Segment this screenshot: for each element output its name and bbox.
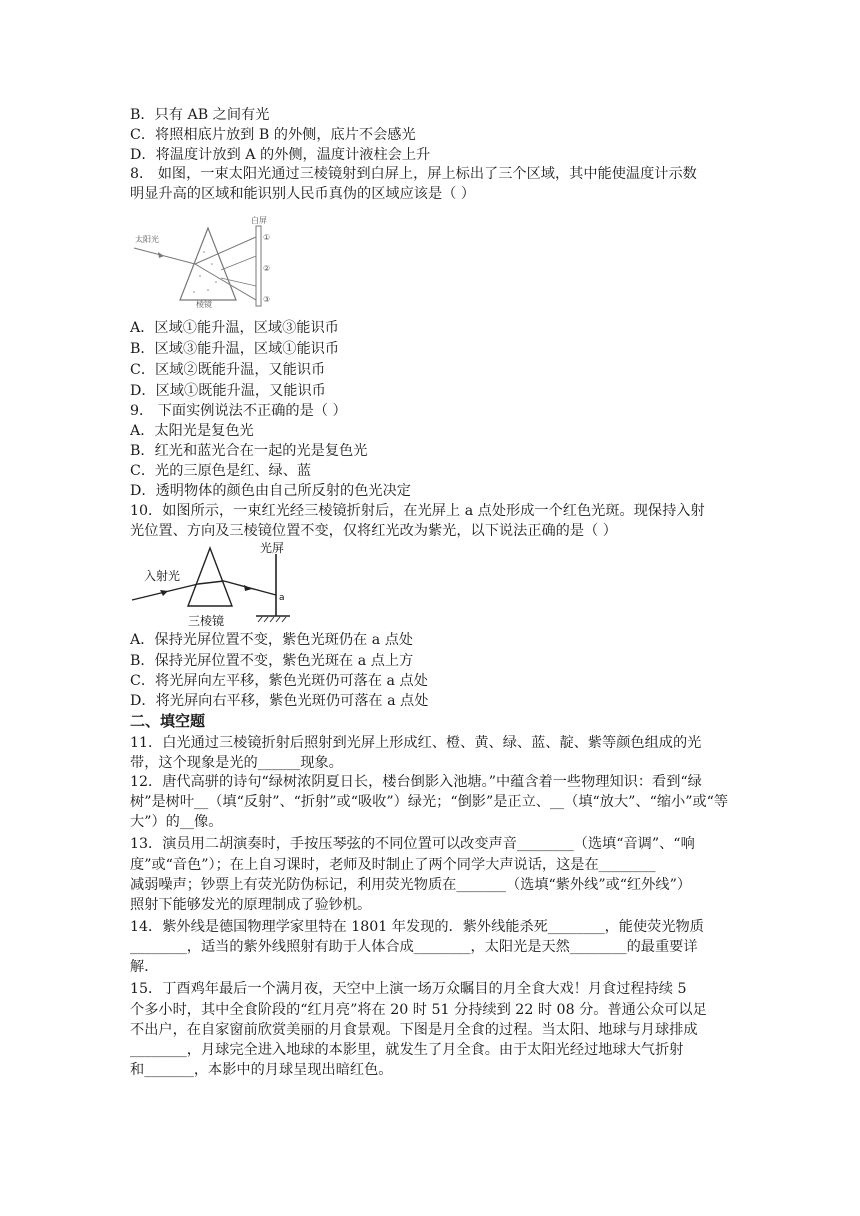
q9-option-c: C．光的三原色是红、绿、蓝 xyxy=(130,463,312,479)
q13-line1: 13．演员用二胡演奏时，手按压琴弦的不同位置可以改变声音________（选填“音调”、“响 xyxy=(130,836,695,852)
q8-option-b: B．区域③能升温，区域①能识币 xyxy=(130,341,340,357)
q15-line4: ________，月球完全进入地球的本影里，就发生了月全食。由于太阳光经过地球大气折射 xyxy=(130,1042,684,1058)
q7-option-d: D．将温度计放到 A 的外侧，温度计液柱会上升 xyxy=(130,147,431,163)
q9-stem: 9． 下面实例说法不正确的是（ ） xyxy=(130,403,347,419)
q10-stem-line1: 10．如图所示，一束红光经三棱镜折射后，在光屏上 a 点处形成一个红色光斑。现保持入射 xyxy=(130,503,705,519)
q13-line2: 度”或“音色”）；在上自习课时，老师及时制止了两个同学大声说话，这是在________ xyxy=(130,857,656,873)
q15-line2: 个多小时，其中全食阶段的“红月亮”将在 20 时 51 分持续到 22 时 08 分。普通公众可以足 xyxy=(130,1002,707,1018)
q11-line2: 带，这个现象是光的______现象。 xyxy=(130,755,343,771)
q15-line3: 不出户，在自家窗前欣赏美丽的月食景观。下图是月全食的过程。当太阳、地球与月球排成 xyxy=(130,1022,698,1038)
region-1-label: ① xyxy=(263,233,271,242)
q12-line3: 大”）的__像。 xyxy=(130,814,223,830)
q15-line5: 和_______，本影中的月球呈现出暗红色。 xyxy=(130,1062,393,1078)
region-2-label: ② xyxy=(263,264,271,273)
q9-option-a: A．太阳光是复色光 xyxy=(130,423,254,439)
region-3-label: ③ xyxy=(263,295,271,304)
white-screen xyxy=(256,226,261,306)
prism-white-screen-figure xyxy=(130,212,280,308)
prism-shape xyxy=(188,548,232,606)
q7-option-b: B．只有 AB 之间有光 xyxy=(130,107,270,123)
q8-stem-line2: 明显升高的区域和能识别人民币真伪的区域应该是（ ） xyxy=(130,186,476,202)
q7-option-c: C．将照相底片放到 B 的外侧，底片不会感光 xyxy=(130,127,416,143)
q14-line3: 解． xyxy=(130,959,159,975)
q8-option-d: D．区域①既能升温，又能识币 xyxy=(130,383,326,399)
q12-line2: 树”是树叶__（填“反射”、“折射”或“吸收”）绿光；“倒影”是正立、__（填“放大”、“缩小”或“等 xyxy=(130,794,729,810)
q8-option-c: C．区域②既能升温，又能识币 xyxy=(130,362,326,378)
q9-option-b: B．红光和蓝光合在一起的光是复色光 xyxy=(130,443,368,459)
q10-option-c: C．将光屏向左平移，紫色光斑仍可落在 a 点处 xyxy=(130,673,428,689)
prism-label: 棱镜 xyxy=(196,300,212,308)
sunlight-ray xyxy=(134,248,195,264)
incident-light-label: 入射光 xyxy=(144,569,181,583)
q12-line1: 12．唐代高骈的诗句“绿树浓阴夏日长，楼台倒影入池塘。”中蕴含着一些物理知识：看到“绿 xyxy=(130,774,702,790)
q10-option-d: D．将光屏向右平移，紫色光斑仍可落在 a 点处 xyxy=(130,693,429,709)
prism-label: 三棱镜 xyxy=(188,614,225,628)
q11-line1: 11．白光通过三棱镜折射后照射到光屏上形成红、橙、黄、绿、蓝、靛、紫等颜色组成的光 xyxy=(130,735,702,751)
light-screen-label: 光屏 xyxy=(260,541,285,555)
q10-option-a: A．保持光屏位置不变，紫色光斑仍在 a 点处 xyxy=(130,632,414,648)
q15-line1: 15．丁酉鸡年最后一个满月夜，天空中上演一场万众瞩目的月全食大戏！月食过程持续 5 xyxy=(130,981,687,997)
q10-option-b: B．保持光屏位置不变，紫色光斑在 a 点上方 xyxy=(130,653,414,669)
q13-line4: 照射下能够发光的原理制成了验钞机。 xyxy=(130,897,372,913)
section-heading-fill-in: 二、填空题 xyxy=(130,712,206,730)
prism-light-screen-figure xyxy=(130,540,290,628)
q8-option-a: A．区域①能升温，区域③能识币 xyxy=(130,320,339,336)
q13-line3: 减弱噪声；钞票上有荧光防伪标记，利用荧光物质在_______（选填“紫外线”或“红外线”） xyxy=(130,877,692,893)
point-a-label: a xyxy=(279,593,285,603)
q9-option-d: D．透明物体的颜色由自己所反射的色光决定 xyxy=(130,483,411,499)
q14-line2: ________，适当的紫外线照射有助于人体合成________，太阳光是天然________的最重要详 xyxy=(130,939,698,955)
q14-line1: 14．紫外线是德国物理学家里特在 1801 年发现的．紫外线能杀死________，能使荧光物质 xyxy=(130,919,704,935)
q8-stem-line1: 8． 如图，一束太阳光通过三棱镜射到白屏上，屏上标出了三个区域，其中能使温度计示数 xyxy=(130,166,697,182)
white-screen-label: 白屏 xyxy=(251,216,267,225)
sunlight-label: 太阳光 xyxy=(135,235,159,244)
q10-stem-line2: 光位置、方向及三棱镜位置不变，仅将红光改为紫光，以下说法正确的是（ ） xyxy=(130,523,617,539)
